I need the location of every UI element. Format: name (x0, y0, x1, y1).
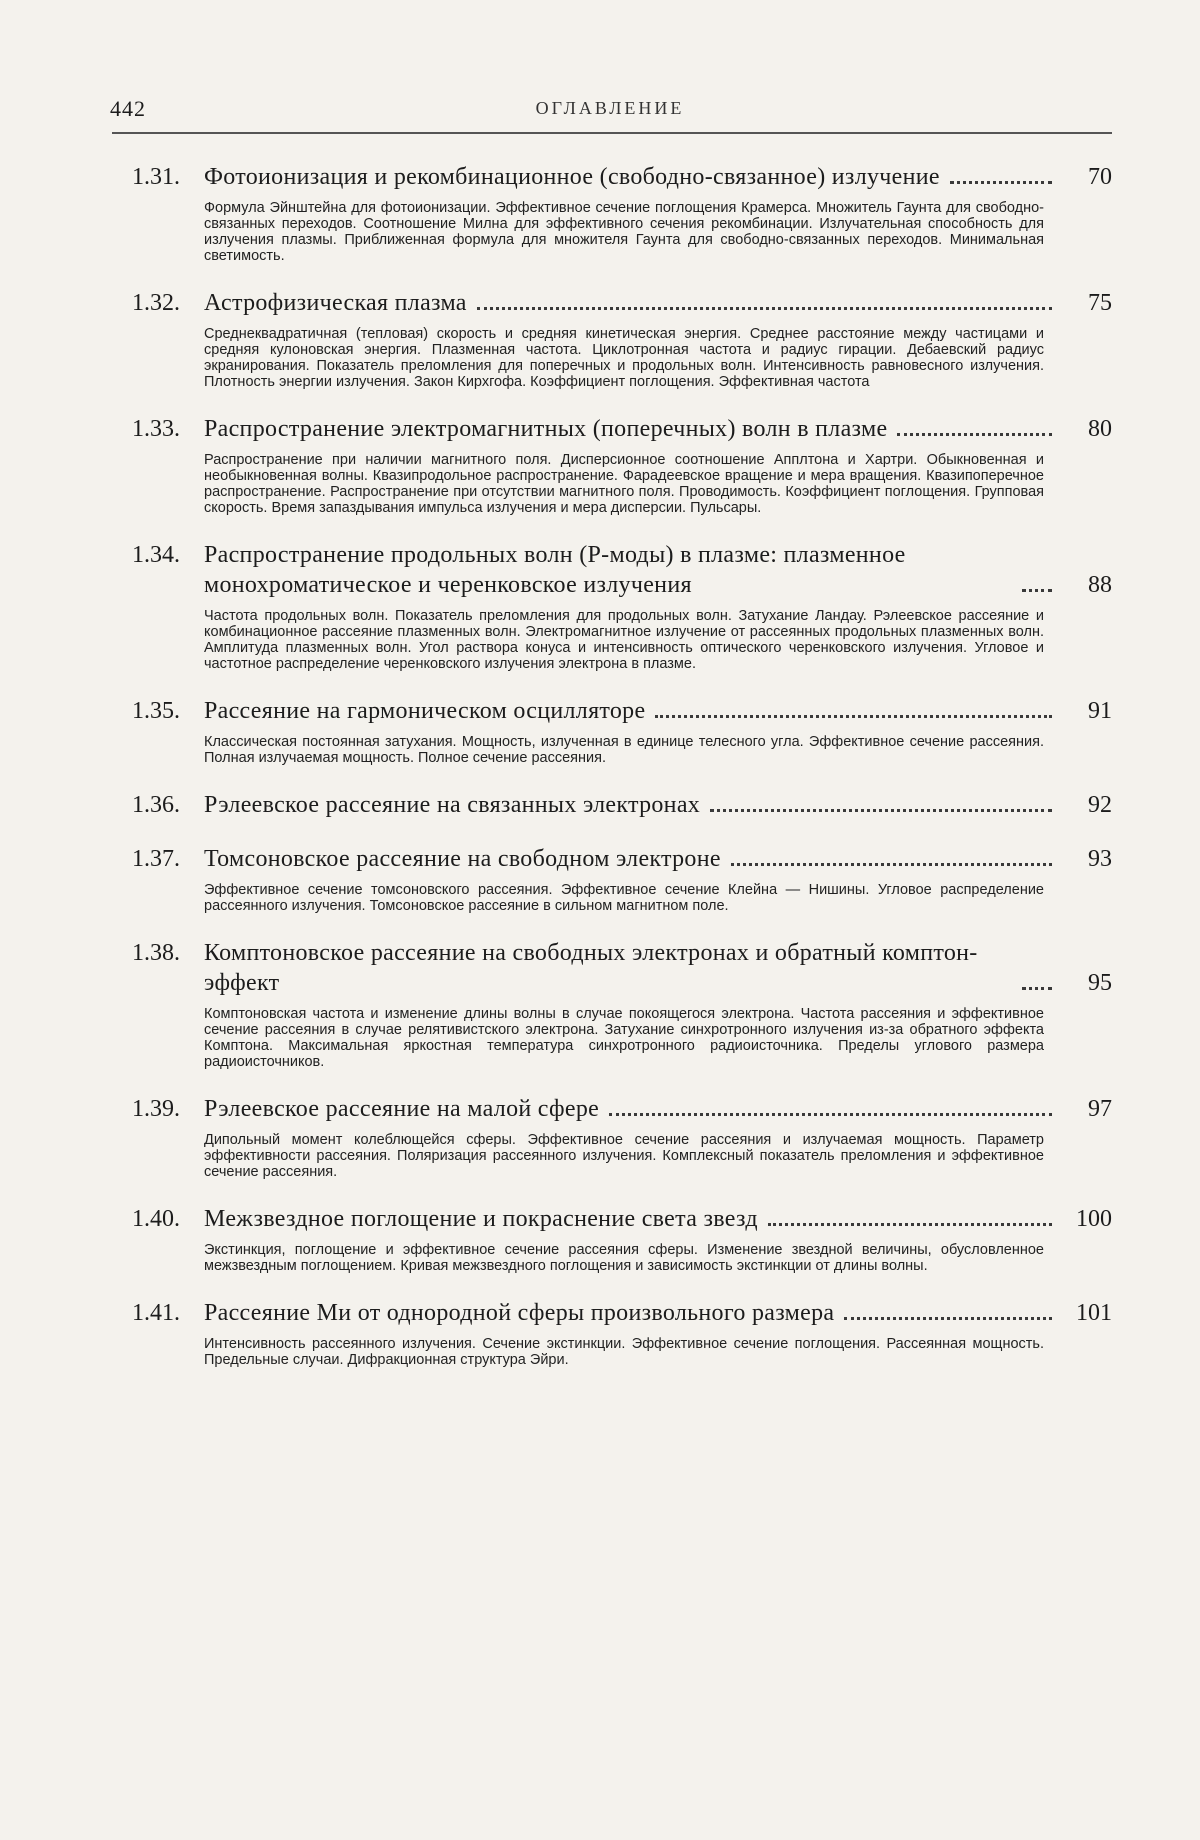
page-ref: 75 (1088, 290, 1112, 316)
section-description: Эффективное сечение томсоновского рассеяния. Эффективное сечение Клейна — Нишины. Угловое распределение рассеянного излучения. Томсоновское рассеяние в сильном магнитном поле. (204, 882, 1044, 914)
section-number: 1.39. (132, 1096, 180, 1122)
section-number: 1.37. (132, 846, 180, 872)
section-number: 1.32. (132, 290, 180, 316)
toc-entry-title-row (112, 288, 1112, 318)
toc-entry-title-row (112, 938, 1112, 998)
dot-leader (768, 1223, 1052, 1226)
section-title: Межзвездное поглощение и покраснение света звезд (204, 1206, 758, 1232)
dot-leader (950, 181, 1052, 184)
toc-entry (112, 414, 1112, 516)
page-ref: 93 (1088, 846, 1112, 872)
toc-entry-title-row (112, 162, 1112, 192)
toc-entry-title-row (112, 1094, 1112, 1124)
section-title: Астрофизическая плазма (204, 290, 467, 316)
page-header (110, 96, 1110, 126)
section-description: Формула Эйнштейна для фотоионизации. Эффективное сечение поглощения Крамерса. Множитель Гаунта для свободно-связанных переходов. Соотношение Милна для эффективного сечения рекомбинации. Излучательная способность для излучения плазмы. Приближенная формула для множителя Гаунта для свободно-связанных переходов. Минимальная светимость. (204, 200, 1044, 264)
dot-leader (710, 809, 1052, 812)
toc-entry (112, 540, 1112, 672)
dot-leader (477, 307, 1052, 310)
toc-entry (112, 696, 1112, 766)
section-title: Рэлеевское рассеяние на малой сфере (204, 1096, 600, 1122)
toc-entry (112, 938, 1112, 1070)
dot-leader (1022, 987, 1052, 990)
page-ref: 91 (1088, 698, 1112, 724)
section-description: Интенсивность рассеянного излучения. Сечение экстинкции. Эффективное сечение поглощения. Рассеянная мощность. Предельные случаи. Дифракционная структура Эйри. (204, 1336, 1044, 1368)
toc-entry-title-row (112, 540, 1112, 600)
toc-entry (112, 162, 1112, 264)
toc-entry (112, 1204, 1112, 1274)
dot-leader (731, 863, 1052, 866)
toc-entry (112, 1298, 1112, 1368)
toc-entry (112, 790, 1112, 820)
section-title: Распространение продольных волн (P-моды) в плазме: плазменное монохроматическое и черенковское излучения (204, 542, 906, 598)
section-number: 1.40. (132, 1206, 180, 1232)
section-number: 1.38. (132, 940, 180, 966)
section-title: Фотоионизация и рекомбинационное (свободно-связанное) излучение (204, 164, 940, 190)
page-ref: 97 (1088, 1096, 1112, 1122)
section-title: Комптоновское рассеяние на свободных электронах и обратный комптон-эффект (204, 940, 978, 996)
dot-leader (1022, 589, 1052, 592)
section-title: Рэлеевское рассеяние на связанных электронах (204, 792, 701, 818)
toc-entry-title-row (112, 414, 1112, 444)
section-description: Среднеквадратичная (тепловая) скорость и средняя кинетическая энергия. Среднее расстояние между частицами и средняя кулоновская энергия. Плазменная частота. Циклотронная частота и радиус гирации. Дебаевский радиус экранирования. Показатель преломления для поперечных и продольных волн. Интенсивность равновесного излучения. Плотность энергии излучения. Закон Кирхгофа. Коэффициент поглощения. Эффективная частота (204, 326, 1044, 390)
toc-entry (112, 844, 1112, 914)
section-title: Распространение электромагнитных (поперечных) волн в плазме (204, 416, 888, 442)
page-ref: 80 (1088, 416, 1112, 442)
section-number: 1.31. (132, 164, 180, 190)
page-ref: 70 (1088, 164, 1112, 190)
section-description: Дипольный момент колеблющейся сферы. Эффективное сечение рассеяния и излучаемая мощность. Параметр эффективности рассеяния. Поляризация рассеянного излучения. Комплексный показатель преломления и эффективное сечение рассеяния. (204, 1132, 1044, 1180)
section-title: Томсоновское рассеяние на свободном электроне (204, 846, 721, 872)
page-ref: 101 (1076, 1300, 1112, 1326)
header-divider (112, 132, 1112, 134)
section-number: 1.36. (132, 792, 180, 818)
section-description: Экстинкция, поглощение и эффективное сечение рассеяния сферы. Изменение звездной величины, обусловленное межзвездным поглощением. Кривая межзвездного поглощения и зависимость экстинкции от длины волны. (204, 1242, 1044, 1274)
section-number: 1.41. (132, 1300, 180, 1326)
page-ref: 88 (1088, 572, 1112, 598)
section-description: Комптоновская частота и изменение длины волны в случае покоящегося электрона. Частота рассеяния и эффективное сечение рассеяния в случае релятивистского электрона. Затухание синхротронного излучения из-за обратного эффекта Комптона. Максимальная яркостная температура синхротронного радиоисточника. Пределы углового размера радиоисточников. (204, 1006, 1044, 1070)
toc-entry-title-row (112, 696, 1112, 726)
section-title: Рассеяние на гармоническом осцилляторе (204, 698, 646, 724)
page-ref: 95 (1088, 970, 1112, 996)
dot-leader (609, 1113, 1052, 1116)
section-number: 1.35. (132, 698, 180, 724)
toc-entry-title-row (112, 1204, 1112, 1234)
page-ref: 92 (1088, 792, 1112, 818)
toc-entry-title-row (112, 1298, 1112, 1328)
dot-leader (655, 715, 1052, 718)
section-description: Классическая постоянная затухания. Мощность, излученная в единице телесного угла. Эффективное сечение рассеяния. Полная излучаемая мощность. Полное сечение рассеяния. (204, 734, 1044, 766)
toc-list (112, 162, 1112, 1392)
dot-leader (897, 433, 1052, 436)
dot-leader (844, 1317, 1052, 1320)
page-number: 442 (110, 96, 146, 121)
toc-entry-title-row (112, 790, 1112, 820)
toc-entry (112, 288, 1112, 390)
running-title: ОГЛАВЛЕНИЕ (535, 98, 685, 118)
toc-entry-title-row (112, 844, 1112, 874)
section-description: Частота продольных волн. Показатель преломления для продольных волн. Затухание Ландау. Рэлеевское рассеяние и комбинационное рассеяние плазменных волн. Электромагнитное излучение от рассеянных продольных плазменных волн. Амплитуда плазменных волн. Угол раствора конуса и интенсивность оптического черенковского излучения. Угловое и частотное распределение черенковского излучения электрона в плазме. (204, 608, 1044, 672)
section-description: Распространение при наличии магнитного поля. Дисперсионное соотношение Апплтона и Хартри. Обыкновенная и необыкновенная волны. Квазипродольное распространение. Фарадеевское вращение и мера вращения. Квазипоперечное распространение. Распространение при отсутствии магнитного поля. Проводимость. Коэффициент поглощения. Групповая скорость. Время запаздывания импульса излучения и мера дисперсии. Пульсары. (204, 452, 1044, 516)
toc-entry (112, 1094, 1112, 1180)
page-ref: 100 (1076, 1206, 1112, 1232)
section-number: 1.34. (132, 542, 180, 568)
section-number: 1.33. (132, 416, 180, 442)
section-title: Рассеяние Ми от однородной сферы произвольного размера (204, 1300, 835, 1326)
